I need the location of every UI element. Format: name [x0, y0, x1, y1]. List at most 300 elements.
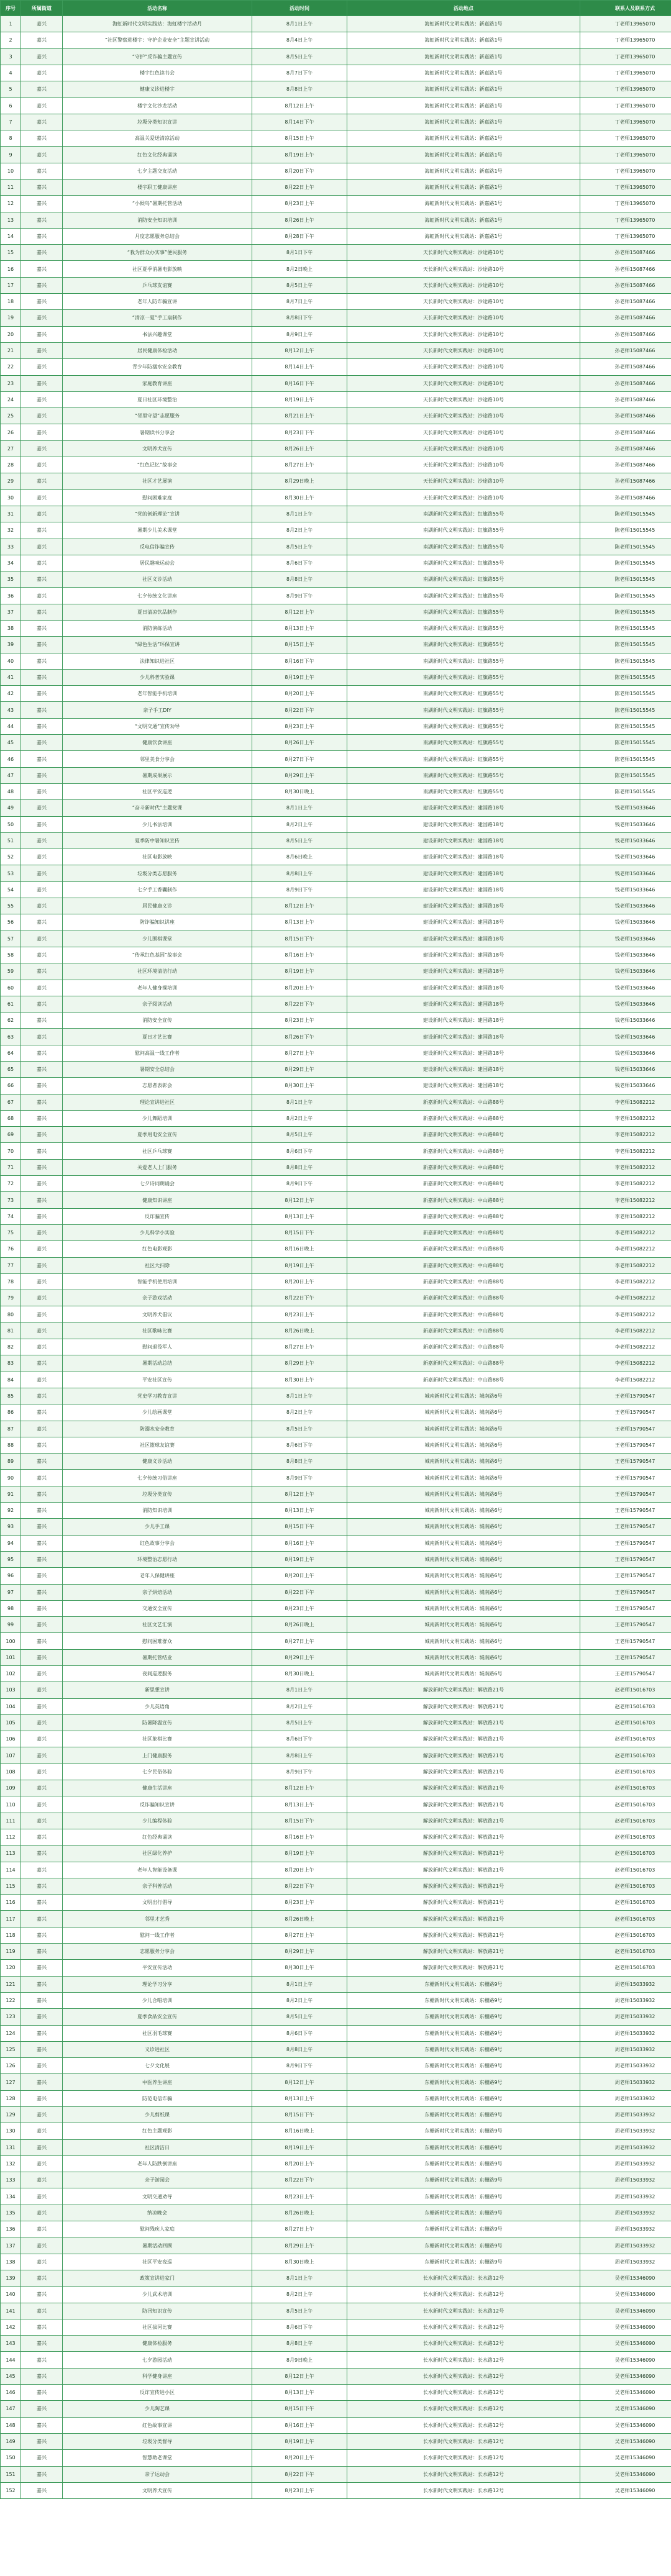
cell-contact: 陈老师15015545	[580, 718, 671, 734]
cell-street: 嘉兴	[21, 391, 63, 407]
cell-activity-time: 8月15日上午	[252, 130, 347, 147]
cell-number: 95	[1, 1551, 21, 1567]
cell-number: 26	[1, 424, 21, 440]
table-row	[1, 2237, 671, 2254]
cell-number: 100	[1, 1633, 21, 1649]
cell-street: 嘉兴	[21, 555, 63, 571]
table-row	[1, 326, 671, 342]
cell-street: 嘉兴	[21, 1339, 63, 1355]
cell-activity-name: 消防安全宣传	[63, 1013, 252, 1029]
cell-number: 147	[1, 2401, 21, 2417]
cell-activity-time: 8月29日上午	[252, 2237, 347, 2254]
table-row	[1, 2188, 671, 2205]
cell-activity-place: 海虹新时代文明实践站：新嘉路1号	[347, 228, 580, 244]
cell-street: 嘉兴	[21, 163, 63, 179]
cell-street: 嘉兴	[21, 637, 63, 653]
cell-activity-place: 解放新时代文明实践站：解放路21号	[347, 1747, 580, 1764]
cell-contact: 陈老师15015545	[580, 686, 671, 702]
cell-activity-name: 上门健康服务	[63, 1747, 252, 1764]
cell-street: 嘉兴	[21, 686, 63, 702]
cell-activity-place: 天长新时代文明实践站：沙途路10号	[347, 277, 580, 293]
cell-number: 98	[1, 1600, 21, 1616]
cell-number: 39	[1, 637, 21, 653]
cell-activity-name: 红色主题观影	[63, 2123, 252, 2139]
cell-street: 嘉兴	[21, 1878, 63, 1894]
cell-street: 嘉兴	[21, 800, 63, 816]
cell-number: 49	[1, 800, 21, 816]
cell-number: 91	[1, 1486, 21, 1502]
table-row	[1, 637, 671, 653]
cell-activity-name: 平安社区宣传	[63, 1372, 252, 1388]
cell-activity-time: 8月22日下午	[252, 2466, 347, 2482]
cell-contact: 吴老师15346090	[580, 2450, 671, 2466]
cell-number: 101	[1, 1649, 21, 1665]
cell-street: 嘉兴	[21, 147, 63, 163]
cell-street: 嘉兴	[21, 2123, 63, 2139]
cell-activity-place: 长水新时代文明实践站：长水路12号	[347, 2385, 580, 2401]
table-row	[1, 2385, 671, 2401]
table-row	[1, 2025, 671, 2041]
cell-number: 145	[1, 2368, 21, 2384]
cell-street: 嘉兴	[21, 2009, 63, 2025]
cell-number: 69	[1, 1127, 21, 1143]
cell-street: 嘉兴	[21, 718, 63, 734]
cell-contact: 周老师15033932	[580, 2058, 671, 2074]
table-row	[1, 1127, 671, 1143]
cell-activity-place: 海虹新时代文明实践站：新嘉路1号	[347, 130, 580, 147]
cell-activity-place: 新嘉新时代文明实践站：中山路88号	[347, 1290, 580, 1306]
cell-contact: 丁老师13965070	[580, 147, 671, 163]
cell-activity-time: 8月19日上午	[252, 2433, 347, 2449]
cell-activity-place: 天长新时代文明实践站：沙途路10号	[347, 359, 580, 375]
cell-number: 129	[1, 2107, 21, 2123]
table-row	[1, 1143, 671, 1159]
cell-activity-name: 海虹新时代文明实践站：海虹楼宇活动月	[63, 16, 252, 32]
table-row	[1, 1813, 671, 1829]
cell-activity-name: 夏季食品安全宣传	[63, 2009, 252, 2025]
cell-street: 嘉兴	[21, 914, 63, 931]
cell-contact: 钱老师15033646	[580, 832, 671, 849]
cell-contact: 王老师15790547	[580, 1470, 671, 1486]
cell-activity-place: 长水新时代文明实践站：长水路12号	[347, 2336, 580, 2352]
cell-activity-place: 东栅新时代文明实践站：东栅路9号	[347, 2172, 580, 2188]
cell-number: 139	[1, 2270, 21, 2286]
cell-activity-name: 反诈骗宣传	[63, 1208, 252, 1224]
cell-street: 嘉兴	[21, 2139, 63, 2155]
cell-activity-place: 解放新时代文明实践站：解放路21号	[347, 1960, 580, 1976]
cell-activity-place: 东栅新时代文明实践站：东栅路9号	[347, 2254, 580, 2270]
cell-number: 74	[1, 1208, 21, 1224]
cell-contact: 周老师15033932	[580, 2172, 671, 2188]
cell-street: 嘉兴	[21, 1568, 63, 1584]
cell-contact: 李老师15082212	[580, 1192, 671, 1208]
cell-street: 嘉兴	[21, 2319, 63, 2335]
cell-activity-place: 新嘉新时代文明实践站：中山路88号	[347, 1224, 580, 1240]
cell-contact: 钱老师15033646	[580, 996, 671, 1012]
table-row	[1, 555, 671, 571]
cell-street: 嘉兴	[21, 2417, 63, 2433]
table-row	[1, 1714, 671, 1731]
cell-number: 7	[1, 114, 21, 130]
cell-activity-place: 解放新时代文明实践站：解放路21号	[347, 1944, 580, 1960]
cell-activity-time: 8月27日上午	[252, 1633, 347, 1649]
cell-street: 嘉兴	[21, 1421, 63, 1437]
cell-activity-name: 文明出行倡导	[63, 1895, 252, 1911]
cell-activity-time: 8月15日上午	[252, 637, 347, 653]
cell-contact: 丁老师13965070	[580, 48, 671, 65]
cell-activity-place: 解放新时代文明实践站：解放路21号	[347, 1682, 580, 1698]
cell-activity-place: 新嘉新时代文明实践站：中山路88号	[347, 1110, 580, 1126]
cell-activity-name: 少儿陶艺课	[63, 2401, 252, 2417]
cell-activity-place: 南湖新时代文明实践站：红旗路55号	[347, 718, 580, 734]
cell-number: 113	[1, 1846, 21, 1862]
cell-activity-time: 8月1日下午	[252, 245, 347, 261]
cell-activity-place: 长水新时代文明实践站：长水路12号	[347, 2368, 580, 2384]
table-row	[1, 2450, 671, 2466]
cell-number: 3	[1, 48, 21, 65]
table-row	[1, 1110, 671, 1126]
cell-activity-name: 反诈宣传进小区	[63, 2385, 252, 2401]
cell-activity-time: 8月1日上午	[252, 1976, 347, 1992]
cell-contact: 孙老师15087466	[580, 489, 671, 506]
cell-activity-name: 亲子科普活动	[63, 1878, 252, 1894]
table-row	[1, 1306, 671, 1322]
cell-activity-name: 法律知识进社区	[63, 653, 252, 669]
table-row	[1, 702, 671, 718]
cell-activity-name: 平安宣传活动	[63, 1960, 252, 1976]
cell-activity-name: 七夕主题交友活动	[63, 163, 252, 179]
cell-number: 67	[1, 1094, 21, 1110]
cell-contact: 赵老师15016703	[580, 1714, 671, 1731]
cell-activity-time: 8月1日上午	[252, 2270, 347, 2286]
cell-street: 嘉兴	[21, 1780, 63, 1796]
cell-activity-name: 红色经典诵读	[63, 1829, 252, 1845]
cell-activity-place: 城南新时代文明实践站：城南路6号	[347, 1551, 580, 1567]
cell-number: 109	[1, 1780, 21, 1796]
cell-contact: 李老师15082212	[580, 1127, 671, 1143]
cell-activity-name: 社区大扫除	[63, 1257, 252, 1273]
table-row	[1, 1159, 671, 1175]
cell-street: 嘉兴	[21, 1224, 63, 1240]
cell-number: 112	[1, 1829, 21, 1845]
cell-activity-place: 南湖新时代文明实践站：红旗路55号	[347, 686, 580, 702]
table-row	[1, 424, 671, 440]
cell-street: 嘉兴	[21, 2237, 63, 2254]
cell-number: 125	[1, 2041, 21, 2057]
cell-number: 42	[1, 686, 21, 702]
cell-street: 嘉兴	[21, 2025, 63, 2041]
cell-contact: 李老师15082212	[580, 1257, 671, 1273]
cell-street: 嘉兴	[21, 65, 63, 81]
cell-contact: 丁老师13965070	[580, 179, 671, 195]
cell-street: 嘉兴	[21, 1257, 63, 1273]
cell-activity-place: 海虹新时代文明实践站：新嘉路1号	[347, 147, 580, 163]
cell-activity-name: 理论宣讲进社区	[63, 1094, 252, 1110]
cell-activity-time: 8月23日下午	[252, 424, 347, 440]
cell-street: 嘉兴	[21, 2287, 63, 2303]
cell-activity-time: 8月5日上午	[252, 1714, 347, 1731]
table-row	[1, 1764, 671, 1780]
cell-number: 45	[1, 735, 21, 751]
table-row	[1, 2352, 671, 2368]
cell-activity-place: 建设新时代文明实践站：建国路18号	[347, 1078, 580, 1094]
cell-activity-time: 8月16日晚上	[252, 1241, 347, 1257]
cell-activity-time: 8月16日上午	[252, 2417, 347, 2433]
table-row	[1, 1927, 671, 1943]
cell-street: 嘉兴	[21, 1241, 63, 1257]
cell-number: 134	[1, 2188, 21, 2205]
cell-number: 33	[1, 539, 21, 555]
cell-street: 嘉兴	[21, 1633, 63, 1649]
cell-activity-name: 理论学习分享	[63, 1976, 252, 1992]
cell-activity-time: 8月8日上午	[252, 81, 347, 98]
cell-activity-name: 文明交通劝导	[63, 2188, 252, 2205]
cell-activity-time: 8月8日下午	[252, 310, 347, 326]
cell-activity-time: 8月4日上午	[252, 32, 347, 48]
cell-number: 54	[1, 881, 21, 898]
cell-contact: 孙老师15087466	[580, 277, 671, 293]
cell-activity-name: 垃圾分类志愿服务	[63, 865, 252, 881]
cell-activity-place: 城南新时代文明实践站：城南路6号	[347, 1437, 580, 1453]
cell-number: 28	[1, 457, 21, 473]
cell-activity-name: 社区篮球友谊赛	[63, 1437, 252, 1453]
cell-number: 46	[1, 751, 21, 767]
cell-activity-name: 消防演练活动	[63, 620, 252, 636]
cell-number: 72	[1, 1176, 21, 1192]
cell-activity-place: 建设新时代文明实践站：建国路18号	[347, 963, 580, 980]
cell-number: 88	[1, 1437, 21, 1453]
cell-activity-place: 新嘉新时代文明实践站：中山路88号	[347, 1257, 580, 1273]
cell-activity-place: 南湖新时代文明实践站：红旗路55号	[347, 555, 580, 571]
table-row	[1, 1846, 671, 1862]
cell-contact: 孙老师15087466	[580, 440, 671, 457]
cell-street: 嘉兴	[21, 1454, 63, 1470]
cell-street: 嘉兴	[21, 1911, 63, 1927]
cell-activity-time: 8月28日下午	[252, 228, 347, 244]
cell-activity-time: 8月23日上午	[252, 1306, 347, 1322]
cell-activity-place: 建设新时代文明实践站：建国路18号	[347, 816, 580, 832]
cell-activity-place: 建设新时代文明实践站：建国路18号	[347, 1029, 580, 1045]
cell-activity-name: “绿色生活”环保宣讲	[63, 637, 252, 653]
cell-contact: 王老师15790547	[580, 1437, 671, 1453]
table-row	[1, 686, 671, 702]
table-row	[1, 832, 671, 849]
cell-number: 12	[1, 196, 21, 212]
cell-activity-time: 8月23日上午	[252, 1600, 347, 1616]
cell-activity-time: 8月2日上午	[252, 522, 347, 539]
cell-contact: 赵老师15016703	[580, 1796, 671, 1813]
cell-number: 119	[1, 1944, 21, 1960]
cell-activity-time: 8月20日上午	[252, 2450, 347, 2466]
cell-number: 79	[1, 1290, 21, 1306]
cell-street: 嘉兴	[21, 457, 63, 473]
cell-activity-place: 海虹新时代文明实践站：新嘉路1号	[347, 32, 580, 48]
cell-street: 嘉兴	[21, 81, 63, 98]
cell-street: 嘉兴	[21, 865, 63, 881]
cell-activity-time: 8月22日下午	[252, 1878, 347, 1894]
cell-street: 嘉兴	[21, 326, 63, 342]
cell-number: 136	[1, 2221, 21, 2237]
table-row	[1, 2172, 671, 2188]
cell-activity-time: 8月26日上午	[252, 212, 347, 228]
column-header-contact: 联系人及联系方式	[580, 1, 671, 16]
cell-activity-name: 夜间巡逻服务	[63, 1665, 252, 1682]
cell-contact: 吴老师15346090	[580, 2401, 671, 2417]
table-row	[1, 816, 671, 832]
cell-street: 嘉兴	[21, 1960, 63, 1976]
cell-activity-name: “社区警察进楼宇：守护企业安全”主题宣讲活动	[63, 32, 252, 48]
cell-street: 嘉兴	[21, 1764, 63, 1780]
cell-activity-time: 8月26日晚上	[252, 1617, 347, 1633]
cell-activity-time: 8月14日下午	[252, 114, 347, 130]
cell-activity-name: 垃圾分类宣传	[63, 1486, 252, 1502]
table-row	[1, 1470, 671, 1486]
cell-activity-time: 8月16日下午	[252, 375, 347, 391]
cell-number: 25	[1, 408, 21, 424]
cell-number: 62	[1, 1013, 21, 1029]
cell-street: 嘉兴	[21, 980, 63, 996]
cell-activity-name: 亲子运动会	[63, 2466, 252, 2482]
cell-activity-name: 纳凉晚会	[63, 2205, 252, 2221]
cell-contact: 陈老师15015545	[580, 604, 671, 620]
cell-activity-name: 少儿舞蹈培训	[63, 1110, 252, 1126]
cell-contact: 吴老师15346090	[580, 2417, 671, 2433]
cell-contact: 陈老师15015545	[580, 702, 671, 718]
cell-street: 嘉兴	[21, 1682, 63, 1698]
cell-activity-place: 新嘉新时代文明实践站：中山路88号	[347, 1306, 580, 1322]
cell-number: 30	[1, 489, 21, 506]
table-row	[1, 310, 671, 326]
cell-contact: 周老师15033932	[580, 2009, 671, 2025]
table-row	[1, 1895, 671, 1911]
cell-activity-place: 南湖新时代文明实践站：红旗路55号	[347, 783, 580, 799]
table-row	[1, 1094, 671, 1110]
cell-activity-place: 天长新时代文明实践站：沙途路10号	[347, 408, 580, 424]
table-row	[1, 2287, 671, 2303]
column-header-activity-name: 活动名称	[63, 1, 252, 16]
cell-street: 嘉兴	[21, 424, 63, 440]
table-row	[1, 1290, 671, 1306]
cell-activity-name: 交通安全宣传	[63, 1600, 252, 1616]
cell-activity-time: 8月12日上午	[252, 342, 347, 358]
table-row	[1, 2090, 671, 2106]
cell-number: 117	[1, 1911, 21, 1927]
cell-contact: 丁老师13965070	[580, 65, 671, 81]
cell-activity-name: 七夕民俗体验	[63, 1764, 252, 1780]
cell-activity-time: 8月12日上午	[252, 2368, 347, 2384]
cell-activity-time: 8月1日上午	[252, 800, 347, 816]
cell-street: 嘉兴	[21, 653, 63, 669]
cell-street: 嘉兴	[21, 588, 63, 604]
cell-activity-time: 8月20日上午	[252, 980, 347, 996]
cell-activity-place: 南湖新时代文明实践站：红旗路55号	[347, 539, 580, 555]
cell-contact: 赵老师15016703	[580, 1780, 671, 1796]
cell-activity-name: 红色故事宣讲	[63, 2417, 252, 2433]
cell-activity-name: 社区环境清洁行动	[63, 963, 252, 980]
cell-number: 53	[1, 865, 21, 881]
cell-street: 嘉兴	[21, 408, 63, 424]
cell-activity-place: 海虹新时代文明实践站：新嘉路1号	[347, 65, 580, 81]
cell-activity-name: 少儿手工课	[63, 1519, 252, 1535]
cell-activity-time: 8月9日下午	[252, 1470, 347, 1486]
table-row	[1, 1862, 671, 1878]
table-row	[1, 2368, 671, 2384]
cell-activity-name: 社区才艺展演	[63, 473, 252, 489]
cell-number: 127	[1, 2074, 21, 2090]
cell-contact: 王老师15790547	[580, 1665, 671, 1682]
cell-number: 138	[1, 2254, 21, 2270]
cell-activity-time: 8月8日上午	[252, 2336, 347, 2352]
cell-activity-time: 8月30日上午	[252, 1960, 347, 1976]
cell-number: 86	[1, 1404, 21, 1421]
table-row	[1, 277, 671, 293]
cell-activity-place: 长水新时代文明实践站：长水路12号	[347, 2482, 580, 2498]
cell-activity-time: 8月27日上午	[252, 1045, 347, 1061]
cell-number: 148	[1, 2417, 21, 2433]
cell-activity-place: 长水新时代文明实践站：长水路12号	[347, 2303, 580, 2319]
cell-activity-name: 消防知识培训	[63, 1503, 252, 1519]
cell-contact: 陈老师15015545	[580, 735, 671, 751]
cell-activity-name: 志愿者表彰会	[63, 1078, 252, 1094]
cell-activity-time: 8月30日上午	[252, 1372, 347, 1388]
cell-activity-time: 8月30日晚上	[252, 2254, 347, 2270]
cell-activity-place: 海虹新时代文明实践站：新嘉路1号	[347, 163, 580, 179]
cell-activity-name: 垃圾分类督导	[63, 2433, 252, 2449]
cell-number: 114	[1, 1862, 21, 1878]
cell-activity-time: 8月9日下午	[252, 1764, 347, 1780]
table-row	[1, 1339, 671, 1355]
cell-activity-name: 反电信诈骗宣传	[63, 539, 252, 555]
cell-contact: 王老师15790547	[580, 1486, 671, 1502]
cell-street: 嘉兴	[21, 1208, 63, 1224]
cell-activity-time: 8月22日下午	[252, 1290, 347, 1306]
cell-activity-place: 南湖新时代文明实践站：红旗路55号	[347, 653, 580, 669]
cell-street: 嘉兴	[21, 1584, 63, 1600]
cell-street: 嘉兴	[21, 1976, 63, 1992]
table-row	[1, 539, 671, 555]
cell-number: 6	[1, 98, 21, 114]
cell-activity-place: 解放新时代文明实践站：解放路21号	[347, 1714, 580, 1731]
cell-contact: 赵老师15016703	[580, 1878, 671, 1894]
cell-street: 嘉兴	[21, 1895, 63, 1911]
cell-contact: 周老师15033932	[580, 2188, 671, 2205]
table-row	[1, 1388, 671, 1404]
cell-activity-place: 天长新时代文明实践站：沙途路10号	[347, 489, 580, 506]
cell-contact: 赵老师15016703	[580, 1944, 671, 1960]
cell-activity-place: 新嘉新时代文明实践站：中山路88号	[347, 1192, 580, 1208]
cell-activity-name: 七夕传统文化讲座	[63, 588, 252, 604]
cell-activity-name: 志愿服务分享会	[63, 1944, 252, 1960]
cell-contact: 丁老师13965070	[580, 16, 671, 32]
cell-contact: 陈老师15015545	[580, 637, 671, 653]
cell-number: 105	[1, 1714, 21, 1731]
cell-activity-name: 邻里美食分享会	[63, 751, 252, 767]
cell-activity-place: 长水新时代文明实践站：长水路12号	[347, 2319, 580, 2335]
cell-activity-place: 建设新时代文明实践站：建国路18号	[347, 996, 580, 1012]
cell-number: 20	[1, 326, 21, 342]
cell-contact: 王老师15790547	[580, 1600, 671, 1616]
cell-contact: 丁老师13965070	[580, 114, 671, 130]
cell-number: 27	[1, 440, 21, 457]
cell-activity-name: 书法兴趣课堂	[63, 326, 252, 342]
cell-activity-name: 亲子手工DIY	[63, 702, 252, 718]
cell-activity-time: 8月2日晚上	[252, 261, 347, 277]
table-row	[1, 1731, 671, 1747]
cell-contact: 赵老师15016703	[580, 1846, 671, 1862]
cell-number: 29	[1, 473, 21, 489]
cell-activity-name: “奋斗新时代”主题党课	[63, 800, 252, 816]
cell-contact: 孙老师15087466	[580, 294, 671, 310]
